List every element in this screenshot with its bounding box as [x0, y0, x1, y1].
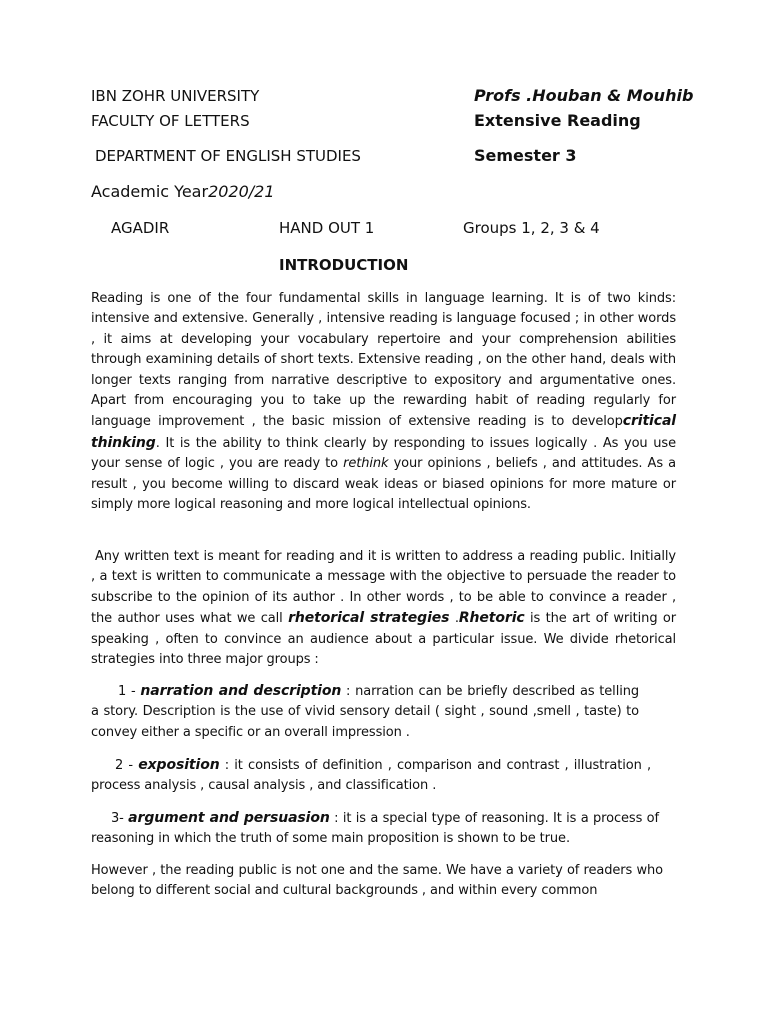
page-title: INTRODUCTION: [279, 256, 409, 274]
course-name: Extensive Reading: [474, 111, 641, 130]
emphasis-rethink: rethink: [343, 456, 389, 472]
list-item-narration: [91, 681, 639, 743]
paragraph-written-text: [91, 547, 676, 670]
university-name: IBN ZOHR UNIVERSITY: [91, 87, 260, 105]
academic-year: [91, 183, 275, 201]
list-item-argument: [91, 808, 659, 850]
emphasis-narration-description: narration and description: [140, 683, 342, 699]
list-item-number: 3-: [111, 811, 129, 826]
list-item-number: 2 -: [115, 758, 139, 773]
professors-name: Profs .Houban & Mouhib: [474, 86, 694, 105]
emphasis-exposition: exposition: [138, 757, 220, 773]
list-item-text: : narration can be briefly described as telling a story. Description is the use of vivid sensory detail ( sight , sound ,smell , taste) to convey either a specific or an overall impression .: [91, 684, 640, 740]
list-item-text: : it consists of definition , comparison and contrast , illustration , process analysis , causal analysis , and classification .: [91, 758, 651, 794]
paragraph-reading: [91, 289, 676, 515]
semester-label: Semester 3: [474, 146, 577, 165]
paragraph-text: Reading is one of the four fundamental skills in language learning. It is of two kinds: intensive and extensive. Generally , intensive reading is language focused ; in other words , it aims at developing your vocabulary repertoire and your comprehension abilities through examining details of short texts. Extensive reading , on the other hand, deals with longer texts ranging from narrative descriptive to expository and argumentative ones. Apart from encouraging you to take up the rewarding habit of reading regularly for language improvement , the basic mission of extensive reading is to develop: [91, 291, 676, 430]
groups-label: Groups 1, 2, 3 & 4: [463, 219, 600, 237]
emphasis-critical-thinking: critical thinking: [91, 413, 676, 451]
paragraph-text: However , the reading public is not one and the same. We have a variety of readers who belong to different social and cultural backgrounds , and within every common: [91, 863, 663, 899]
emphasis-rhetorical-strategies: rhetorical strategies: [288, 610, 450, 627]
paragraph-text: is the art of writing or speaking , often to convince an audience about a particular issue. We divide rhetorical strategies into three major groups :: [91, 611, 676, 668]
paragraph-reading-public: [91, 861, 663, 902]
city-name: AGADIR: [111, 219, 170, 237]
handout-number: HAND OUT 1: [279, 219, 375, 237]
emphasis-argument-persuasion: argument and persuasion: [128, 810, 330, 826]
academic-year-value: 2020/21: [208, 182, 275, 201]
faculty-name: FACULTY OF LETTERS: [91, 112, 250, 130]
list-item-exposition: [91, 755, 651, 797]
academic-year-label: Academic Year: [91, 182, 209, 201]
emphasis-rhetoric: Rhetoric: [458, 610, 525, 627]
department-name: DEPARTMENT OF ENGLISH STUDIES: [95, 147, 361, 165]
paragraph-text: Any written text is meant for reading and it is written to address a reading public. Initially , a text is written to communicate a message with the objective to persuade the reader to subscribe to the opinion of its author . In other words , to be able to convince a reader , the author uses what we call: [91, 549, 676, 627]
paragraph-text: .: [449, 611, 459, 627]
list-item-text: : it is a special type of reasoning. It is a process of reasoning in which the truth of some main proposition is shown to be true.: [91, 811, 659, 847]
paragraph-text: your opinions , beliefs , and attitudes. As a result , you become willing to discard weak ideas or biased opinions for more mature or simply more logical reasoning and more logical intellectual opinions.: [91, 456, 676, 513]
list-item-number: 1 -: [118, 684, 141, 699]
paragraph-text: . It is the ability to think clearly by responding to issues logically . As you use your sense of logic , you are ready to: [91, 435, 676, 472]
